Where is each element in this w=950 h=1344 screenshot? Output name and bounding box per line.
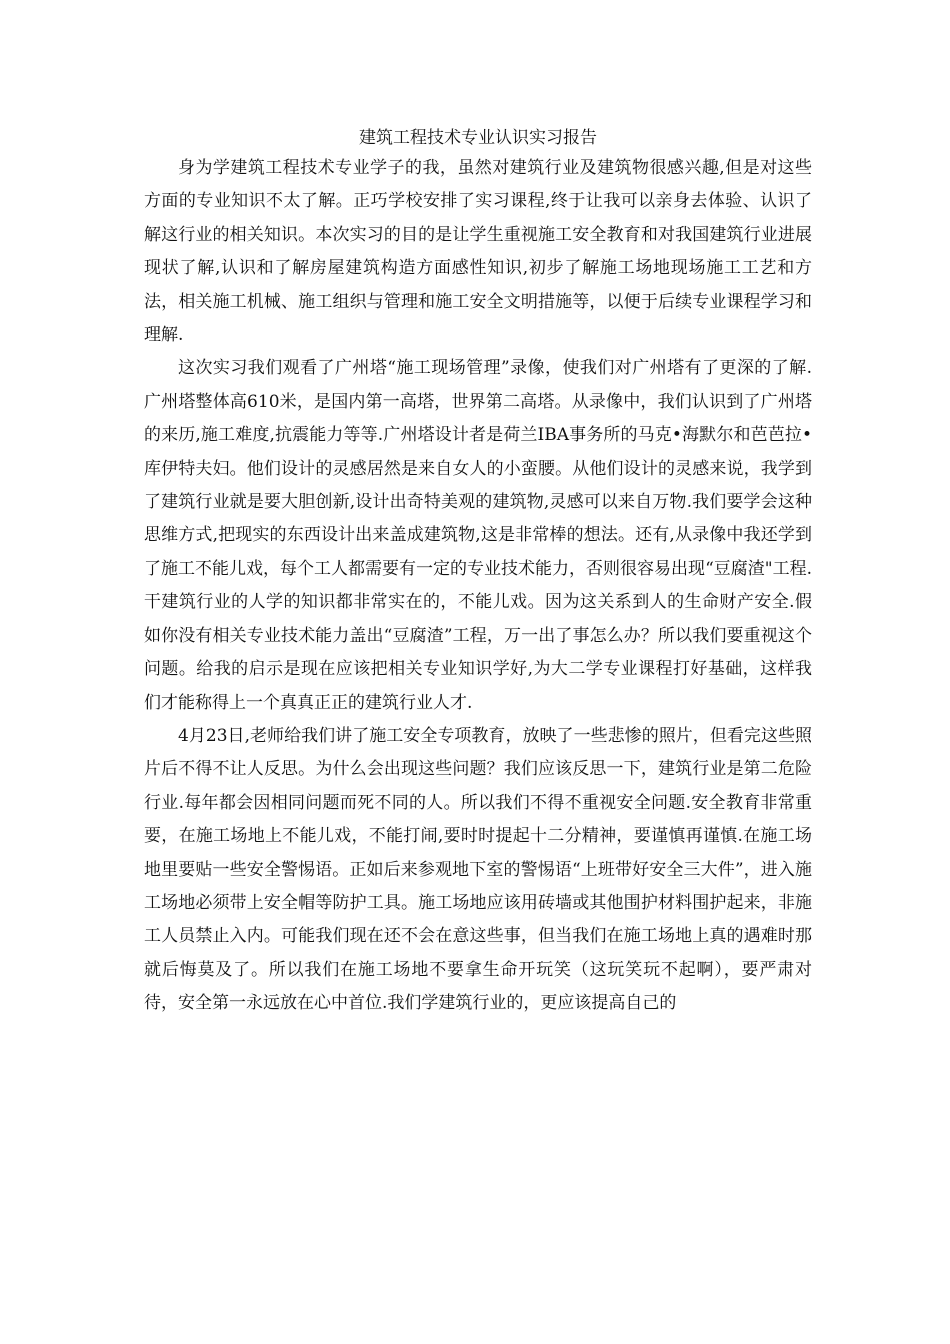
paragraph-safety-education: 4月23日,老师给我们讲了施工安全专项教育，放映了一些悲惨的照片，但看完这些照片后不得不让人反思。为什么会出现这些问题？我们应该反思一下，建筑行业是第二危险行业.每年都会因相同问题而死不同的人。所以我们不得不重视安全问题.安全教育非常重要，在施工场地上不能儿戏，不能打闹,要时时提起十二分精神，要谨慎再谨慎.在施工场地里要贴一些安全警惕语。正如后来参观地下室的警惕语“上班带好安全三大件”，进入施工场地必须带上安全帽等防护工具。施工场地应该用砖墙或其他围护材料围护起来，非施工人员禁止入内。可能我们现在还不会在意这些事，但当我们在施工场地上真的遇难时那就后悔莫及了。所以我们在施工场地不要拿生命开玩笑（这玩笑玩不起啊），要严肃对待，安全第一永远放在心中首位.我们学建筑行业的，更应该提高自己的 bbox=[144, 725, 812, 1014]
paragraph-canton-tower: 这次实习我们观看了广州塔“施工现场管理”录像，使我们对广州塔有了更深的了解.广州塔整体高610米，是国内第一高塔，世界第二高塔。从录像中，我们认识到了广州塔的来历,施工难度,抗震能力等等.广州塔设计者是荷兰IBA事务所的马克•海默尔和芭芭拉•库伊特夫妇。他们设计的灵感居然是来自女人的小蛮腰。从他们设计的灵感来说，我学到了建筑行业就是要大胆创新,设计出奇特美观的建筑物,灵感可以来自万物.我们要学会这种思维方式,把现实的东西设计出来盖成建筑物,这是非常棒的想法。还有,从录像中我还学到了施工不能儿戏，每个工人都需要有一定的专业技术能力，否则很容易出现“豆腐渣"工程.干建筑行业的人学的知识都非常实在的，不能儿戏。因为这关系到人的生命财产安全.假如你没有相关专业技术能力盖出“豆腐渣”工程，万一出了事怎么办？所以我们要重视这个问题。给我的启示是现在应该把相关专业知识学好,为大二学专业课程打好基础，这样我们才能称得上一个真真正正的建筑行业人才. bbox=[144, 358, 812, 713]
paragraph-introduction: 身为学建筑工程技术专业学子的我，虽然对建筑行业及建筑物很感兴趣,但是对这些方面的专业知识不太了解。正巧学校安排了实习课程,终于让我可以亲身去体验、认识了解这行业的相关知识。本次实习的目的是让学生重视施工安全教育和对我国建筑行业进展现状了解,认识和了解房屋建筑构造方面感性知识,初步了解施工场地现场施工工艺和方法，相关施工机械、施工组织与管理和施工安全文明措施等，以便于后续专业课程学习和理解. bbox=[144, 158, 812, 346]
document-body bbox=[144, 124, 812, 1021]
document-title: 建筑工程技术专业认识实习报告 bbox=[359, 128, 597, 148]
